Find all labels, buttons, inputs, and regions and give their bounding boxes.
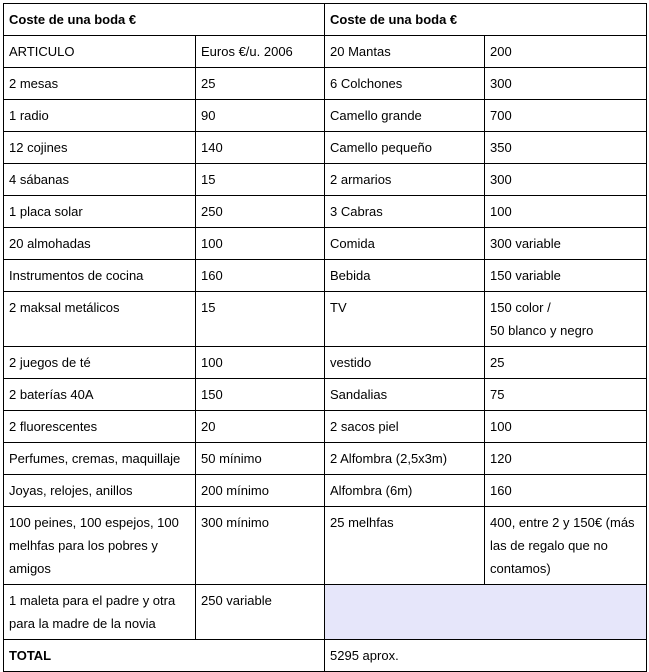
price-cell: 15 [196,292,325,347]
price-cell: 25 [485,347,647,379]
price-cell: 300 [485,68,647,100]
item-cell: Camello grande [325,100,485,132]
price-cell: 100 [485,196,647,228]
item-cell: 100 peines, 100 espejos, 100 melhfas para los pobres y amigos [4,507,196,585]
table-row [4,196,647,228]
table-row [4,379,647,411]
price-line-bw: 50 blanco y negro [490,323,594,338]
table-row [4,68,647,100]
item-cell: 25 melhfas [325,507,485,585]
item-cell: 2 maksal metálicos [4,292,196,347]
table-row [4,100,647,132]
price-line-color: 150 color / [490,300,551,315]
price-cell: 300 [485,164,647,196]
item-cell: Comida [325,228,485,260]
price-cell: 160 [485,475,647,507]
price-cell: 300 variable [485,228,647,260]
item-cell: Camello pequeño [325,132,485,164]
item-cell: 2 Alfombra (2,5x3m) [325,443,485,475]
item-cell: 3 Cabras [325,196,485,228]
price-cell: 120 [485,443,647,475]
item-cell: 6 Colchones [325,68,485,100]
item-cell: Sandalias [325,379,485,411]
table-row [4,347,647,379]
item-cell: Alfombra (6m) [325,475,485,507]
item-cell: 1 radio [4,100,196,132]
total-row [4,640,647,672]
right-header: Coste de una boda € [325,4,647,36]
item-cell: 2 armarios [325,164,485,196]
price-cell: 25 [196,68,325,100]
price-cell: 200 mínimo [196,475,325,507]
price-cell: 90 [196,100,325,132]
item-cell: ARTICULO [4,36,196,68]
item-cell: 1 placa solar [4,196,196,228]
price-cell: 100 [196,347,325,379]
price-cell: 300 mínimo [196,507,325,585]
table-row [4,292,647,347]
item-cell: Joyas, relojes, anillos [4,475,196,507]
total-value: 5295 aprox. [325,640,647,672]
table-row [4,36,647,68]
item-cell: Instrumentos de cocina [4,260,196,292]
price-cell: 100 [196,228,325,260]
table-row [4,132,647,164]
price-cell: 400, entre 2 y 150€ (más las de regalo que no contamos) [485,507,647,585]
item-cell: TV [325,292,485,347]
table-header-row [4,4,647,36]
item-cell: 2 juegos de té [4,347,196,379]
item-cell: 20 Mantas [325,36,485,68]
item-cell: 2 baterías 40A [4,379,196,411]
price-cell: 20 [196,411,325,443]
table-row [4,260,647,292]
wedding-cost-table [3,3,647,672]
item-cell: Perfumes, cremas, maquillaje [4,443,196,475]
item-cell: 2 sacos piel [325,411,485,443]
empty-shaded-cell [325,585,647,640]
price-cell: 150 variable [485,260,647,292]
price-cell: 140 [196,132,325,164]
table-row [4,475,647,507]
price-cell: 160 [196,260,325,292]
table-row [4,228,647,260]
item-cell: 12 cojines [4,132,196,164]
item-cell: 4 sábanas [4,164,196,196]
table-row [4,164,647,196]
price-cell [485,292,647,347]
item-cell: 2 fluorescentes [4,411,196,443]
price-cell: 700 [485,100,647,132]
table-row [4,411,647,443]
price-cell: Euros €/u. 2006 [196,36,325,68]
item-cell: 20 almohadas [4,228,196,260]
total-label: TOTAL [4,640,325,672]
table-row [4,507,647,585]
table-row [4,585,647,640]
left-header: Coste de una boda € [4,4,325,36]
price-cell: 200 [485,36,647,68]
item-cell: 1 maleta para el padre y otra para la madre de la novia [4,585,196,640]
price-cell: 50 mínimo [196,443,325,475]
item-cell: vestido [325,347,485,379]
table-row [4,443,647,475]
price-cell: 75 [485,379,647,411]
item-cell: Bebida [325,260,485,292]
price-cell: 100 [485,411,647,443]
price-cell: 350 [485,132,647,164]
price-cell: 150 [196,379,325,411]
price-cell: 15 [196,164,325,196]
price-cell: 250 [196,196,325,228]
item-cell: 2 mesas [4,68,196,100]
price-cell: 250 variable [196,585,325,640]
